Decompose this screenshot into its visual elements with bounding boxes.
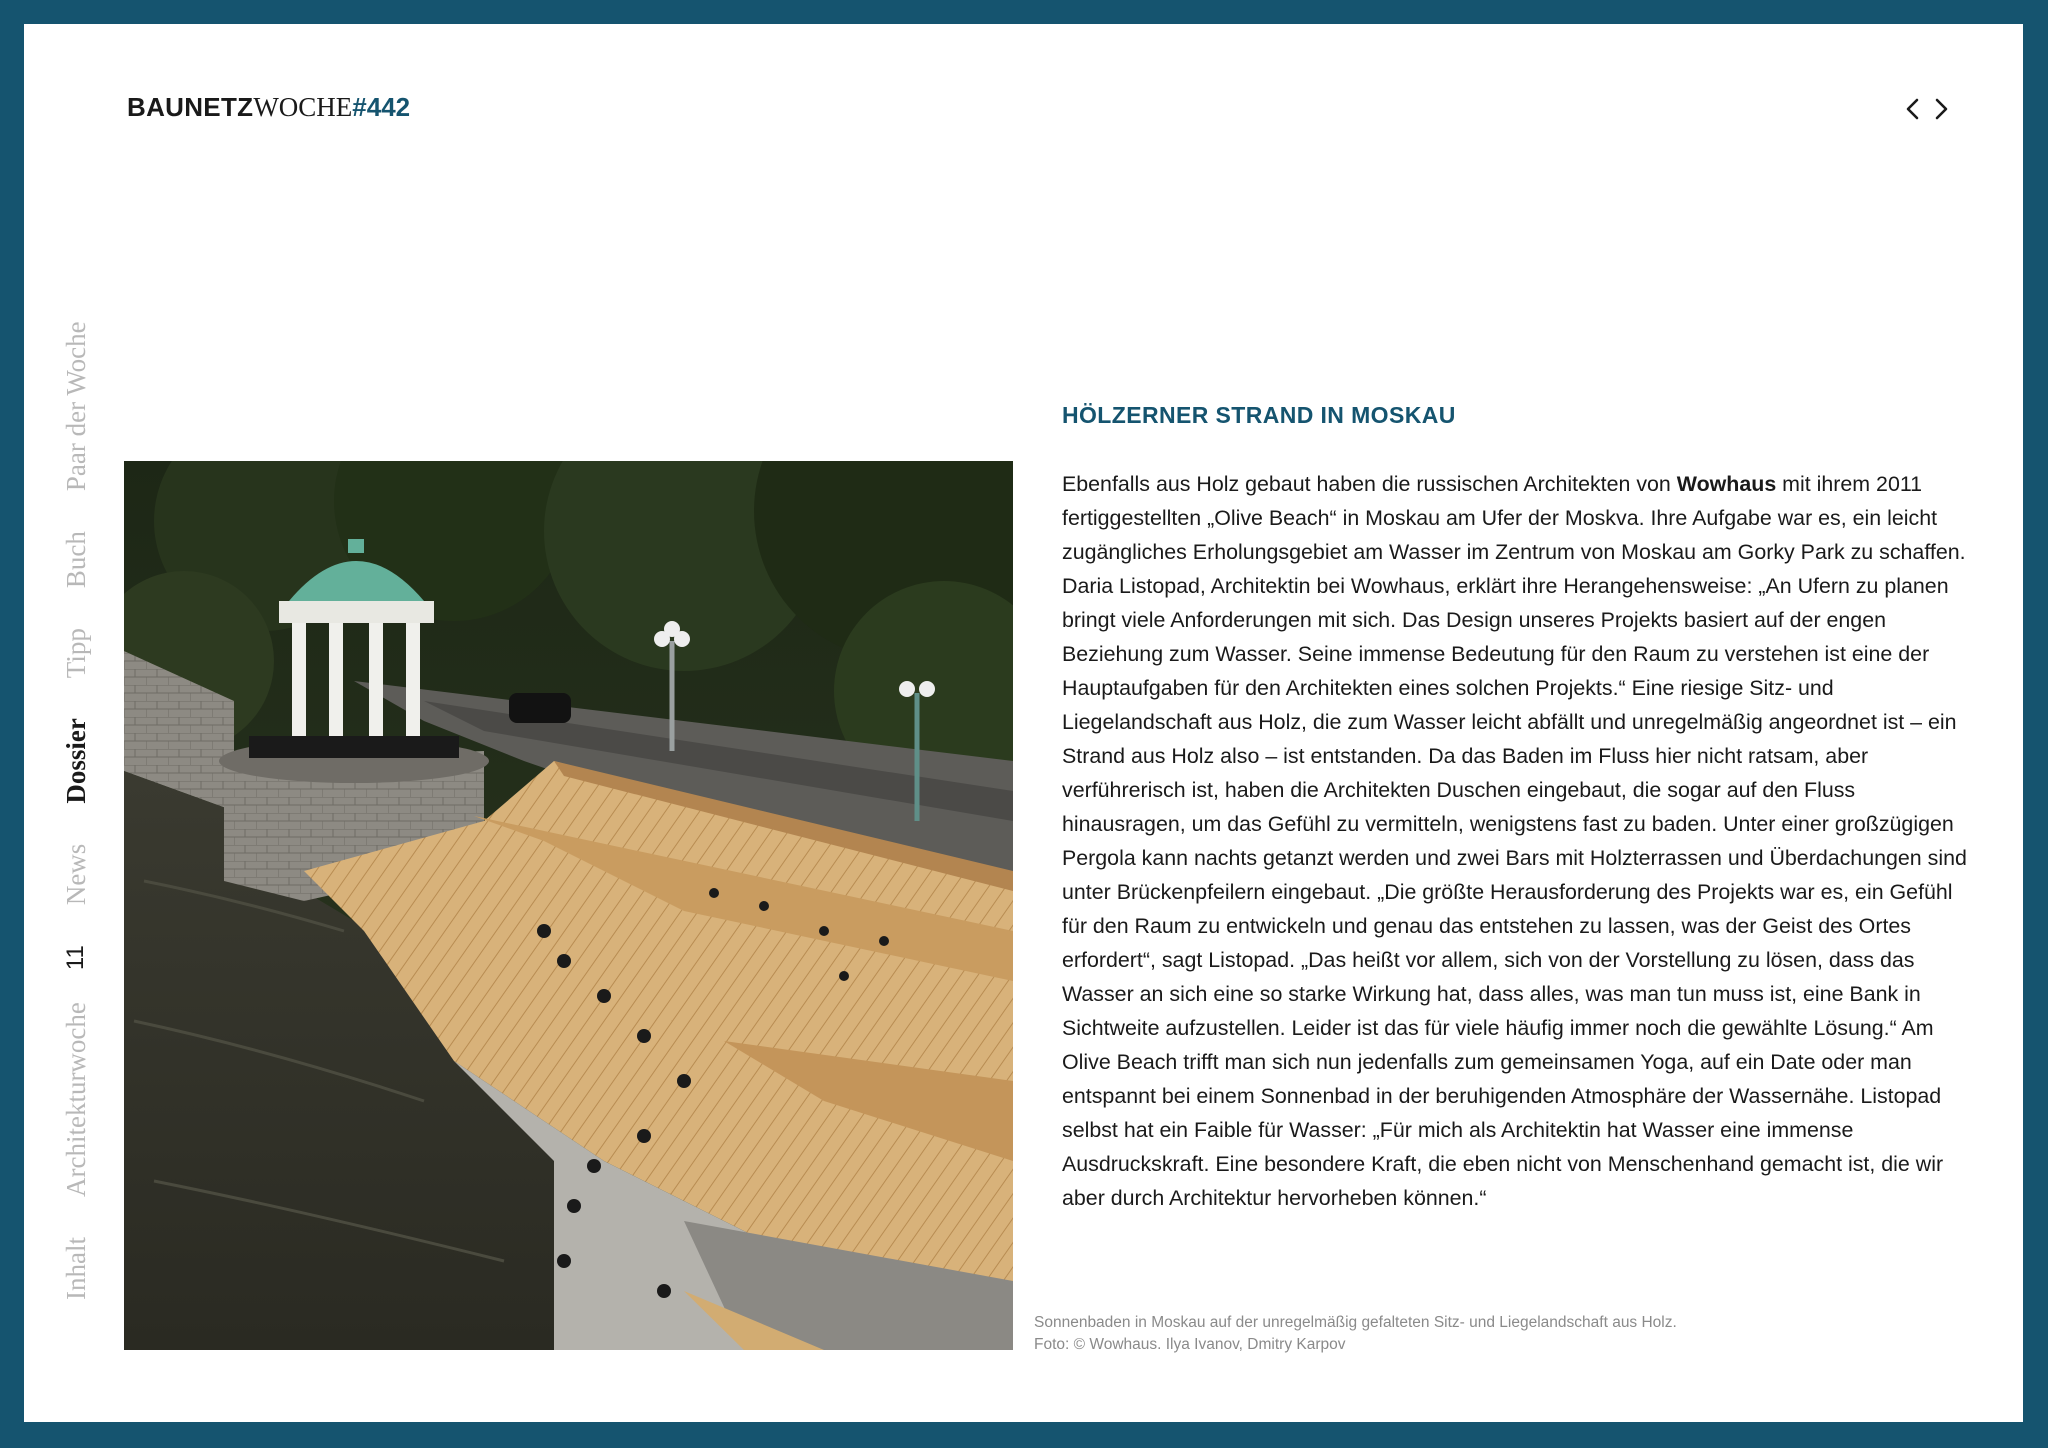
logo-serif: WOCHE [253, 92, 353, 122]
caption-line: Sonnenbaden in Moskau auf der unregelmäßig gefalteten Sitz- und Liegelandschaft aus Holz. [1034, 1314, 1677, 1331]
nav-item-inhalt[interactable]: Inhalt [60, 1237, 91, 1300]
chevron-right-icon [1928, 94, 1954, 124]
side-navigation [56, 240, 96, 1300]
logo-bold: BAUNETZ [127, 92, 254, 122]
article-photo [124, 461, 1013, 1350]
nav-item-buch[interactable]: Buch [60, 531, 91, 589]
body-text-main: mit ihrem 2011 fertiggestellten „Olive Beach“ in Moskau am Ufer der Moskva. Ihre Aufgabe war es, ein leicht zugängliches Erholungsgebiet am Wasser im Zentrum von Moskau am Gorky Park zu schaffen. Daria Listopad, Architektin bei Wowhaus, erklärt ihre Herangehensweise: „An Ufern zu planen bringt viele Anforderungen mit sich. Das Design unseres Projekts basiert auf der engen Beziehung zum Wasser. Seine immense Bedeutung für den Raum zu verstehen ist eine der Hauptaufgaben für den Architekten eines solchen Projekts.“ Eine riesige Sitz- und Liegelandschaft aus Holz, die zum Wasser leicht abfällt und unregelmäßig angeordnet ist – ein Strand aus Holz also – ist entstanden. Da das Baden im Fluss hier nicht ratsam, aber verführerisch ist, haben die Architekten Duschen eingebaut, die sogar auf den Fluss hinausragen, um das Gefühl zu vermitteln, wenigstens fast zu baden. Unter einer großzügigen Pergola kann nachts getanzt werden und zwei Bars mit Holzterrassen und Überdachungen sind unter Brückenpfeilern eingebaut. „Die größte Herausforderung des Projekts war es, ein Gefühl für den Raum zu entwickeln und genau das entstehen zu lassen, was der Geist des Ortes erfordert“, sagt Listopad. „Das heißt vor allem, sich von der Vorstellung zu lösen, dass das Wasser an sich eine so starke Wirkung hat, dass alles, was man tun muss ist, eine Bank in Sichtweite aufzustellen. Leider ist das für viele häufig immer noch die gewählte Lösung.“ Am Olive Beach trifft man sich nun jedenfalls zum gemeinsamen Yoga, auf ein Date oder man entspannt bei einem Sonnenbad in der beruhigenden Atmosphäre der Wassernähe. Listopad selbst hat ein Faible für Wasser: „Für mich als Architektin hat Wasser eine immense Ausdruckskraft. Eine besondere Kraft, die eben nicht von Menschenhand gemacht ist, die wir aber durch Architektur hervorheben können.“ [1062, 472, 1967, 1210]
article-body [1062, 467, 1967, 1215]
photo-caption [1034, 1312, 1974, 1356]
page-number: 11 [62, 945, 89, 971]
prev-page-button[interactable] [1900, 94, 1926, 124]
nav-item-dossier[interactable]: Dossier [60, 718, 91, 804]
nav-item-paar-der-woche[interactable]: Paar der Woche [60, 321, 91, 492]
nav-item-tipp[interactable]: Tipp [60, 628, 91, 679]
baunetzwoche-logo[interactable] [127, 94, 410, 121]
chevron-left-icon [1900, 94, 1926, 124]
page [24, 24, 2023, 1422]
body-text-architect: Wowhaus [1676, 472, 1777, 496]
olive-beach-photo [124, 461, 1013, 1350]
article-headline: HÖLZERNER STRAND IN MOSKAU [1062, 402, 1456, 428]
body-text-intro: Ebenfalls aus Holz gebaut haben die russischen Architekten von [1062, 472, 1677, 496]
next-page-button[interactable] [1928, 94, 1954, 124]
nav-item-architekturwoche[interactable]: Architekturwoche [60, 1002, 91, 1198]
nav-item-news[interactable]: News [60, 843, 91, 906]
photo-credit: Foto: © Wowhaus. Ilya Ivanov, Dmitry Karpov [1034, 1336, 1346, 1353]
issue-number: #442 [352, 92, 411, 122]
